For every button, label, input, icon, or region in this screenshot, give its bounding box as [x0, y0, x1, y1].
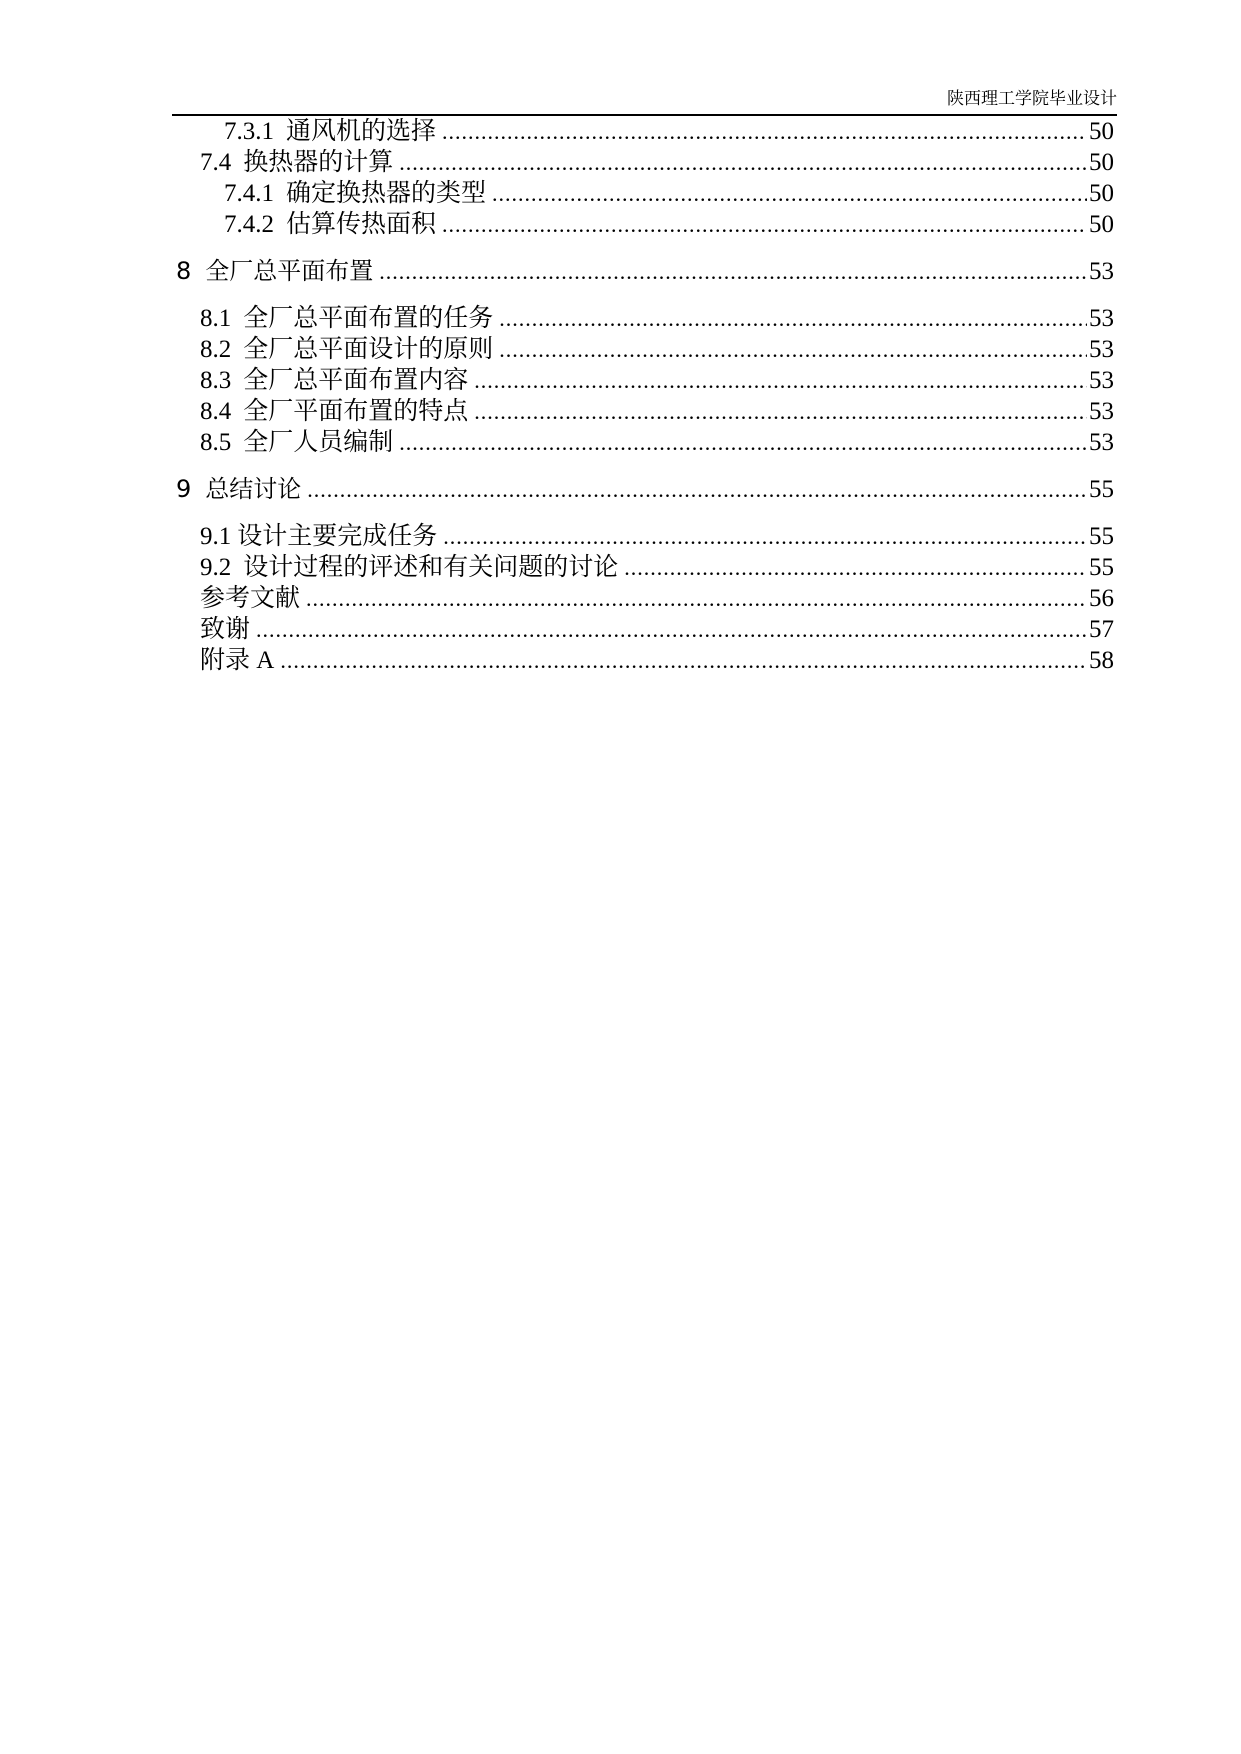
toc-entry-page: 53 [1089, 398, 1114, 425]
toc-entry-page: 55 [1089, 523, 1114, 550]
toc-dot-leader [624, 552, 1087, 583]
toc-entry-9-1[interactable] [176, 521, 1114, 552]
toc-dot-leader [379, 256, 1087, 287]
toc-entry-page: 50 [1089, 149, 1114, 176]
toc-entry-8-4[interactable] [176, 396, 1114, 427]
toc-entry-number: 9.1 [200, 523, 232, 550]
toc-dot-leader [474, 396, 1087, 427]
toc-entry-number: 8.4 [200, 398, 232, 425]
toc-entry-title: 全厂总平面布置内容 [243, 367, 469, 394]
toc-entry-page: 53 [1089, 258, 1114, 285]
toc-entry-7-4-1[interactable] [176, 178, 1114, 209]
toc-entry-appendix-a[interactable] [176, 645, 1114, 676]
toc-entry-page: 53 [1089, 305, 1114, 332]
toc-dot-leader [442, 116, 1087, 147]
toc-entry-page: 56 [1089, 585, 1114, 612]
toc-entry-number: 9 [176, 475, 192, 503]
toc-entry-title: 参考文献 [200, 585, 301, 612]
toc-entry-9-2[interactable] [176, 552, 1114, 583]
toc-entry-number: 7.4.1 [224, 180, 274, 207]
toc-entry-8-5[interactable] [176, 427, 1114, 458]
toc-dot-leader [399, 427, 1087, 458]
table-of-contents [176, 116, 1114, 676]
toc-entry-title: 总结讨论 [205, 475, 302, 503]
toc-entry-7-4-2[interactable] [176, 209, 1114, 240]
toc-entry-7-4[interactable] [176, 147, 1114, 178]
toc-entry-title: 全厂总平面设计的原则 [243, 336, 494, 363]
toc-entry-page: 50 [1089, 180, 1114, 207]
toc-dot-leader [492, 178, 1087, 209]
toc-entry-title: 全厂人员编制 [243, 429, 394, 456]
toc-dot-leader [280, 645, 1087, 676]
toc-entry-number: 9.2 [200, 554, 232, 581]
toc-dot-leader [256, 614, 1087, 645]
toc-chapter-8[interactable] [176, 256, 1114, 287]
toc-dot-leader [442, 209, 1087, 240]
toc-entry-page: 53 [1089, 429, 1114, 456]
toc-entry-7-3-1[interactable] [176, 116, 1114, 147]
toc-entry-title: 换热器的计算 [243, 149, 394, 176]
toc-entry-number: 7.3.1 [224, 118, 274, 145]
toc-entry-title: 附录 A [200, 647, 275, 674]
toc-dot-leader [307, 474, 1087, 505]
toc-entry-number: 8.5 [200, 429, 232, 456]
toc-chapter-9[interactable] [176, 474, 1114, 505]
toc-entry-page: 53 [1089, 336, 1114, 363]
toc-entry-title: 通风机的选择 [286, 118, 437, 145]
toc-entry-title: 估算传热面积 [286, 211, 437, 238]
toc-dot-leader [443, 521, 1087, 552]
toc-entry-page: 53 [1089, 367, 1114, 394]
toc-entry-title: 设计过程的评述和有关问题的讨论 [243, 554, 619, 581]
toc-entry-acknowledgements[interactable] [176, 614, 1114, 645]
toc-entry-title: 全厂平面布置的特点 [243, 398, 469, 425]
toc-dot-leader [499, 334, 1087, 365]
toc-entry-8-2[interactable] [176, 334, 1114, 365]
toc-entry-page: 55 [1089, 554, 1114, 581]
toc-entry-number: 8.3 [200, 367, 232, 394]
toc-entry-page: 50 [1089, 211, 1114, 238]
toc-entry-number: 8.1 [200, 305, 232, 332]
toc-entry-title: 设计主要完成任务 [237, 523, 438, 550]
toc-entry-page: 57 [1089, 616, 1114, 643]
toc-entry-8-3[interactable] [176, 365, 1114, 396]
toc-dot-leader [474, 365, 1087, 396]
toc-entry-page: 58 [1089, 647, 1114, 674]
running-header: 陕西理工学院毕业设计 [947, 89, 1117, 108]
toc-entry-page: 50 [1089, 118, 1114, 145]
toc-entry-references[interactable] [176, 583, 1114, 614]
toc-entry-page: 55 [1089, 476, 1114, 503]
toc-dot-leader [399, 147, 1087, 178]
toc-entry-title: 确定换热器的类型 [286, 180, 487, 207]
toc-entry-8-1[interactable] [176, 303, 1114, 334]
toc-entry-number: 7.4 [200, 149, 232, 176]
toc-entry-number: 8 [176, 257, 192, 285]
toc-dot-leader [306, 583, 1087, 614]
toc-entry-title: 致谢 [200, 616, 251, 643]
toc-entry-title: 全厂总平面布置的任务 [243, 305, 494, 332]
toc-entry-number: 8.2 [200, 336, 232, 363]
toc-entry-title: 全厂总平面布置 [205, 257, 374, 285]
toc-dot-leader [499, 303, 1087, 334]
toc-entry-number: 7.4.2 [224, 211, 274, 238]
